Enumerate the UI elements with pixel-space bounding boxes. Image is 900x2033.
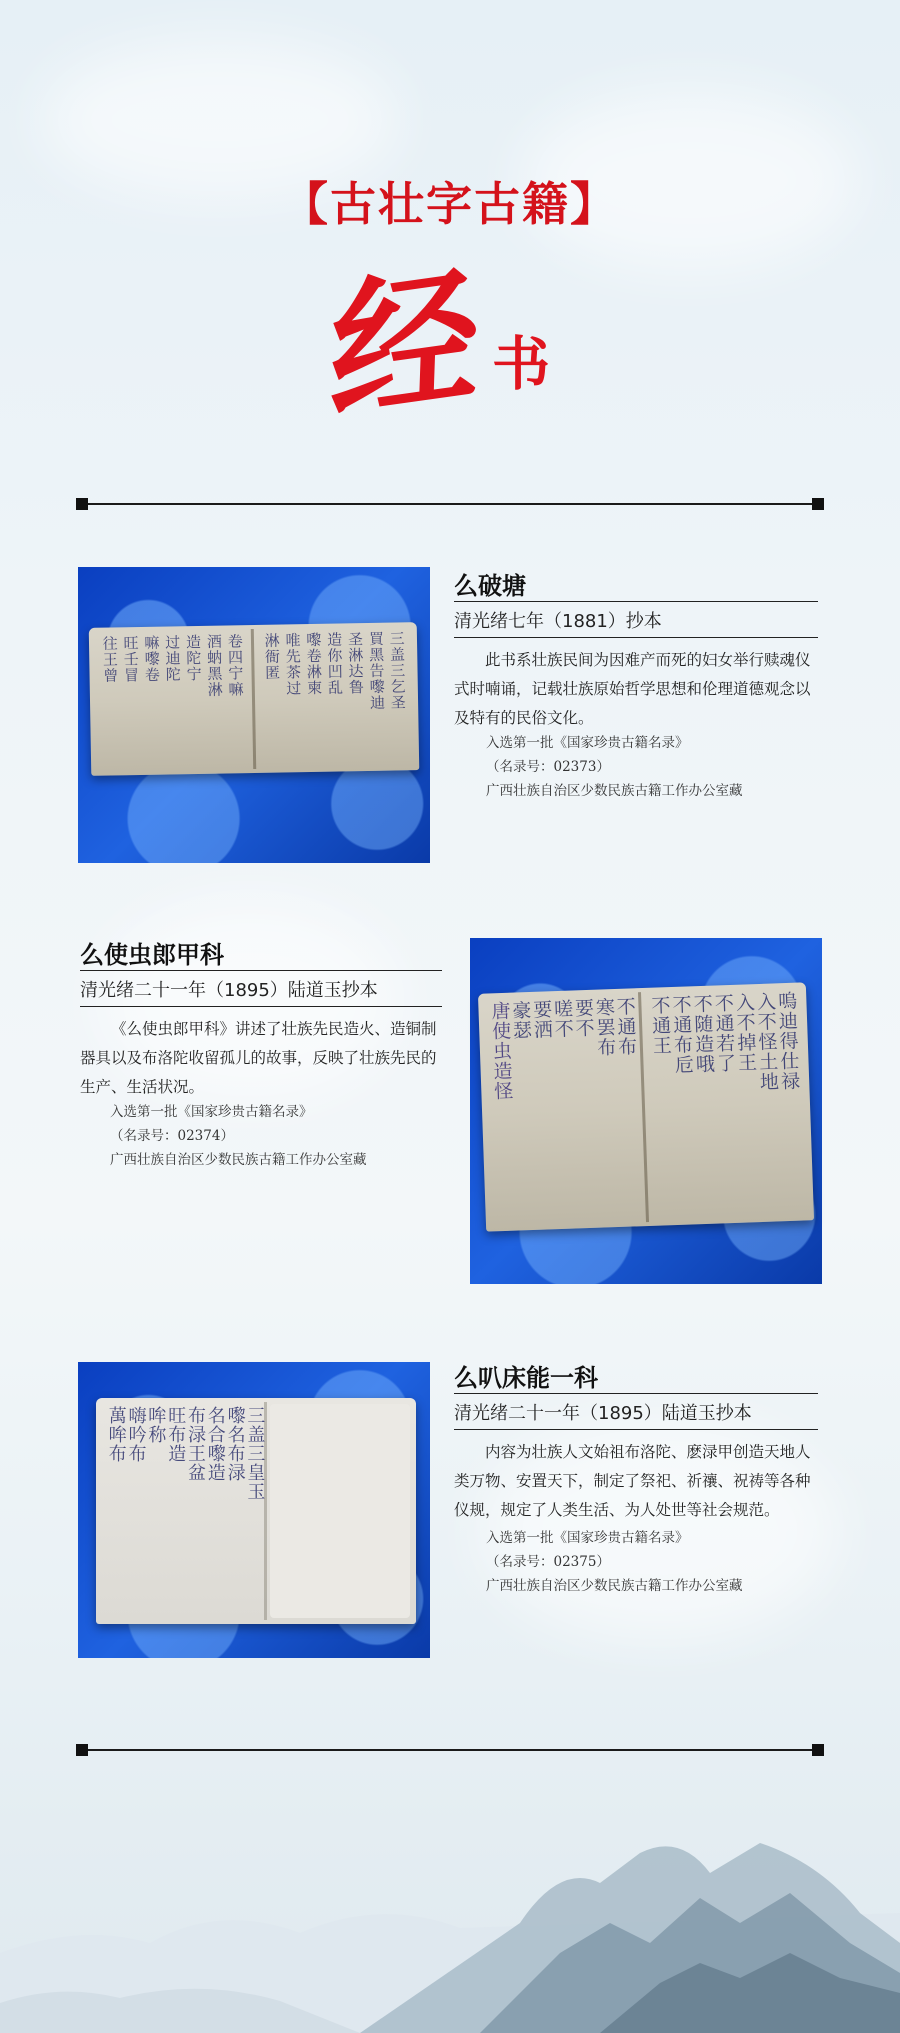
item-2-holder: 广西壮族自治区少数民族古籍工作办公室藏 <box>110 1152 367 1168</box>
book-3-blank-page <box>270 1404 410 1618</box>
item-3-number: （名录号：02375） <box>486 1554 610 1570</box>
item-2-title: 么使虫郎甲科 <box>80 941 224 969</box>
mountain-landscape <box>0 1803 900 2033</box>
item-2-edition-rule <box>80 1006 442 1007</box>
item-1-meta <box>486 731 743 803</box>
item-1-holder: 广西壮族自治区少数民族古籍工作办公室藏 <box>486 783 743 799</box>
item-3-listing: 入选第一批《国家珍贵古籍名录》 <box>486 1530 689 1546</box>
item-2-number: （名录号：02374） <box>110 1128 234 1144</box>
item-1-title: 么破塘 <box>454 572 526 600</box>
item-1-description: 此书系壮族民间为因难产而死的妇女举行赎魂仪式时喃诵，记载壮族原始哲学思想和伦理道德观念以及特有的民俗文化。 <box>454 651 811 727</box>
manuscript-photo-1 <box>78 567 430 863</box>
open-book-3 <box>96 1398 416 1624</box>
manuscript-photo-2 <box>470 938 822 1284</box>
item-1-number: （名录号：02373） <box>486 759 610 775</box>
item-1-listing: 入选第一批《国家珍贵古籍名录》 <box>486 735 689 751</box>
book-1-left-page: 卷四宁嘛 酒蚋黑淋 造陀宁 过迪陀 嘛嚟卷 旺壬冒 往王曾 <box>100 633 245 698</box>
item-2-edition: 清光绪二十一年（1895）陆道玉抄本 <box>80 980 378 1001</box>
bottom-divider <box>78 1749 822 1751</box>
item-1-edition-rule <box>454 637 818 638</box>
top-divider <box>78 503 822 505</box>
item-3-title-rule <box>454 1393 818 1394</box>
open-book-1 <box>89 622 420 776</box>
item-3-meta <box>486 1526 743 1598</box>
item-3-title: 么叭床能一科 <box>454 1364 598 1392</box>
series-title: 【古壮字古籍】 <box>282 177 618 231</box>
item-3-edition: 清光绪二十一年（1895）陆道玉抄本 <box>454 1403 752 1424</box>
item-3-holder: 广西壮族自治区少数民族古籍工作办公室藏 <box>486 1578 743 1594</box>
item-1-title-rule <box>454 601 818 602</box>
main-title-shu: 书 <box>492 330 551 398</box>
book-3-left-page: 三盖三皇玉 嚟名布渌 名合嚟造 布渌王盆 旺布造 哞称 嗨吟布 萬哞布 <box>105 1406 266 1501</box>
open-book-2 <box>478 982 814 1231</box>
item-1-edition: 清光绪七年（1881）抄本 <box>454 611 662 632</box>
item-3-edition-rule <box>454 1429 818 1430</box>
item-2-meta <box>110 1100 367 1172</box>
book-1-right-page: 三盖三乞圣 買黑告嚟迪 圣淋达鲁 造你凹乱 嚟卷淋柬 唯先茶过 淋衙匿 <box>262 630 407 712</box>
item-2-title-rule <box>80 970 442 971</box>
item-2-listing: 入选第一批《国家珍贵古籍名录》 <box>110 1104 313 1120</box>
book-2-right-page: 嗚迪得仕禄 入不怪土地 入不掉王 不通若了 不随造哦 不通布卮 不通王 <box>648 990 801 1093</box>
item-2-description: 《么使虫郎甲科》讲述了壮族先民造火、造铜制器具以及布洛陀收留孤儿的故事，反映了壮族先民的生产、生活状况。 <box>80 1020 437 1096</box>
book-2-left-page: 不通布 寒罢布 要不 嗟不 要洒 豪瑟 唐使虫造怪 <box>488 996 638 1102</box>
item-3-description: 内容为壮族人文始祖布洛陀、麽渌甲创造天地人类万物、安置天下，制定了祭祀、祈禳、祝祷等各种仪规，规定了人类生活、为人处世等社会规范。 <box>454 1443 811 1519</box>
main-title-jing: 经 <box>327 245 483 445</box>
manuscript-photo-3 <box>78 1362 430 1658</box>
